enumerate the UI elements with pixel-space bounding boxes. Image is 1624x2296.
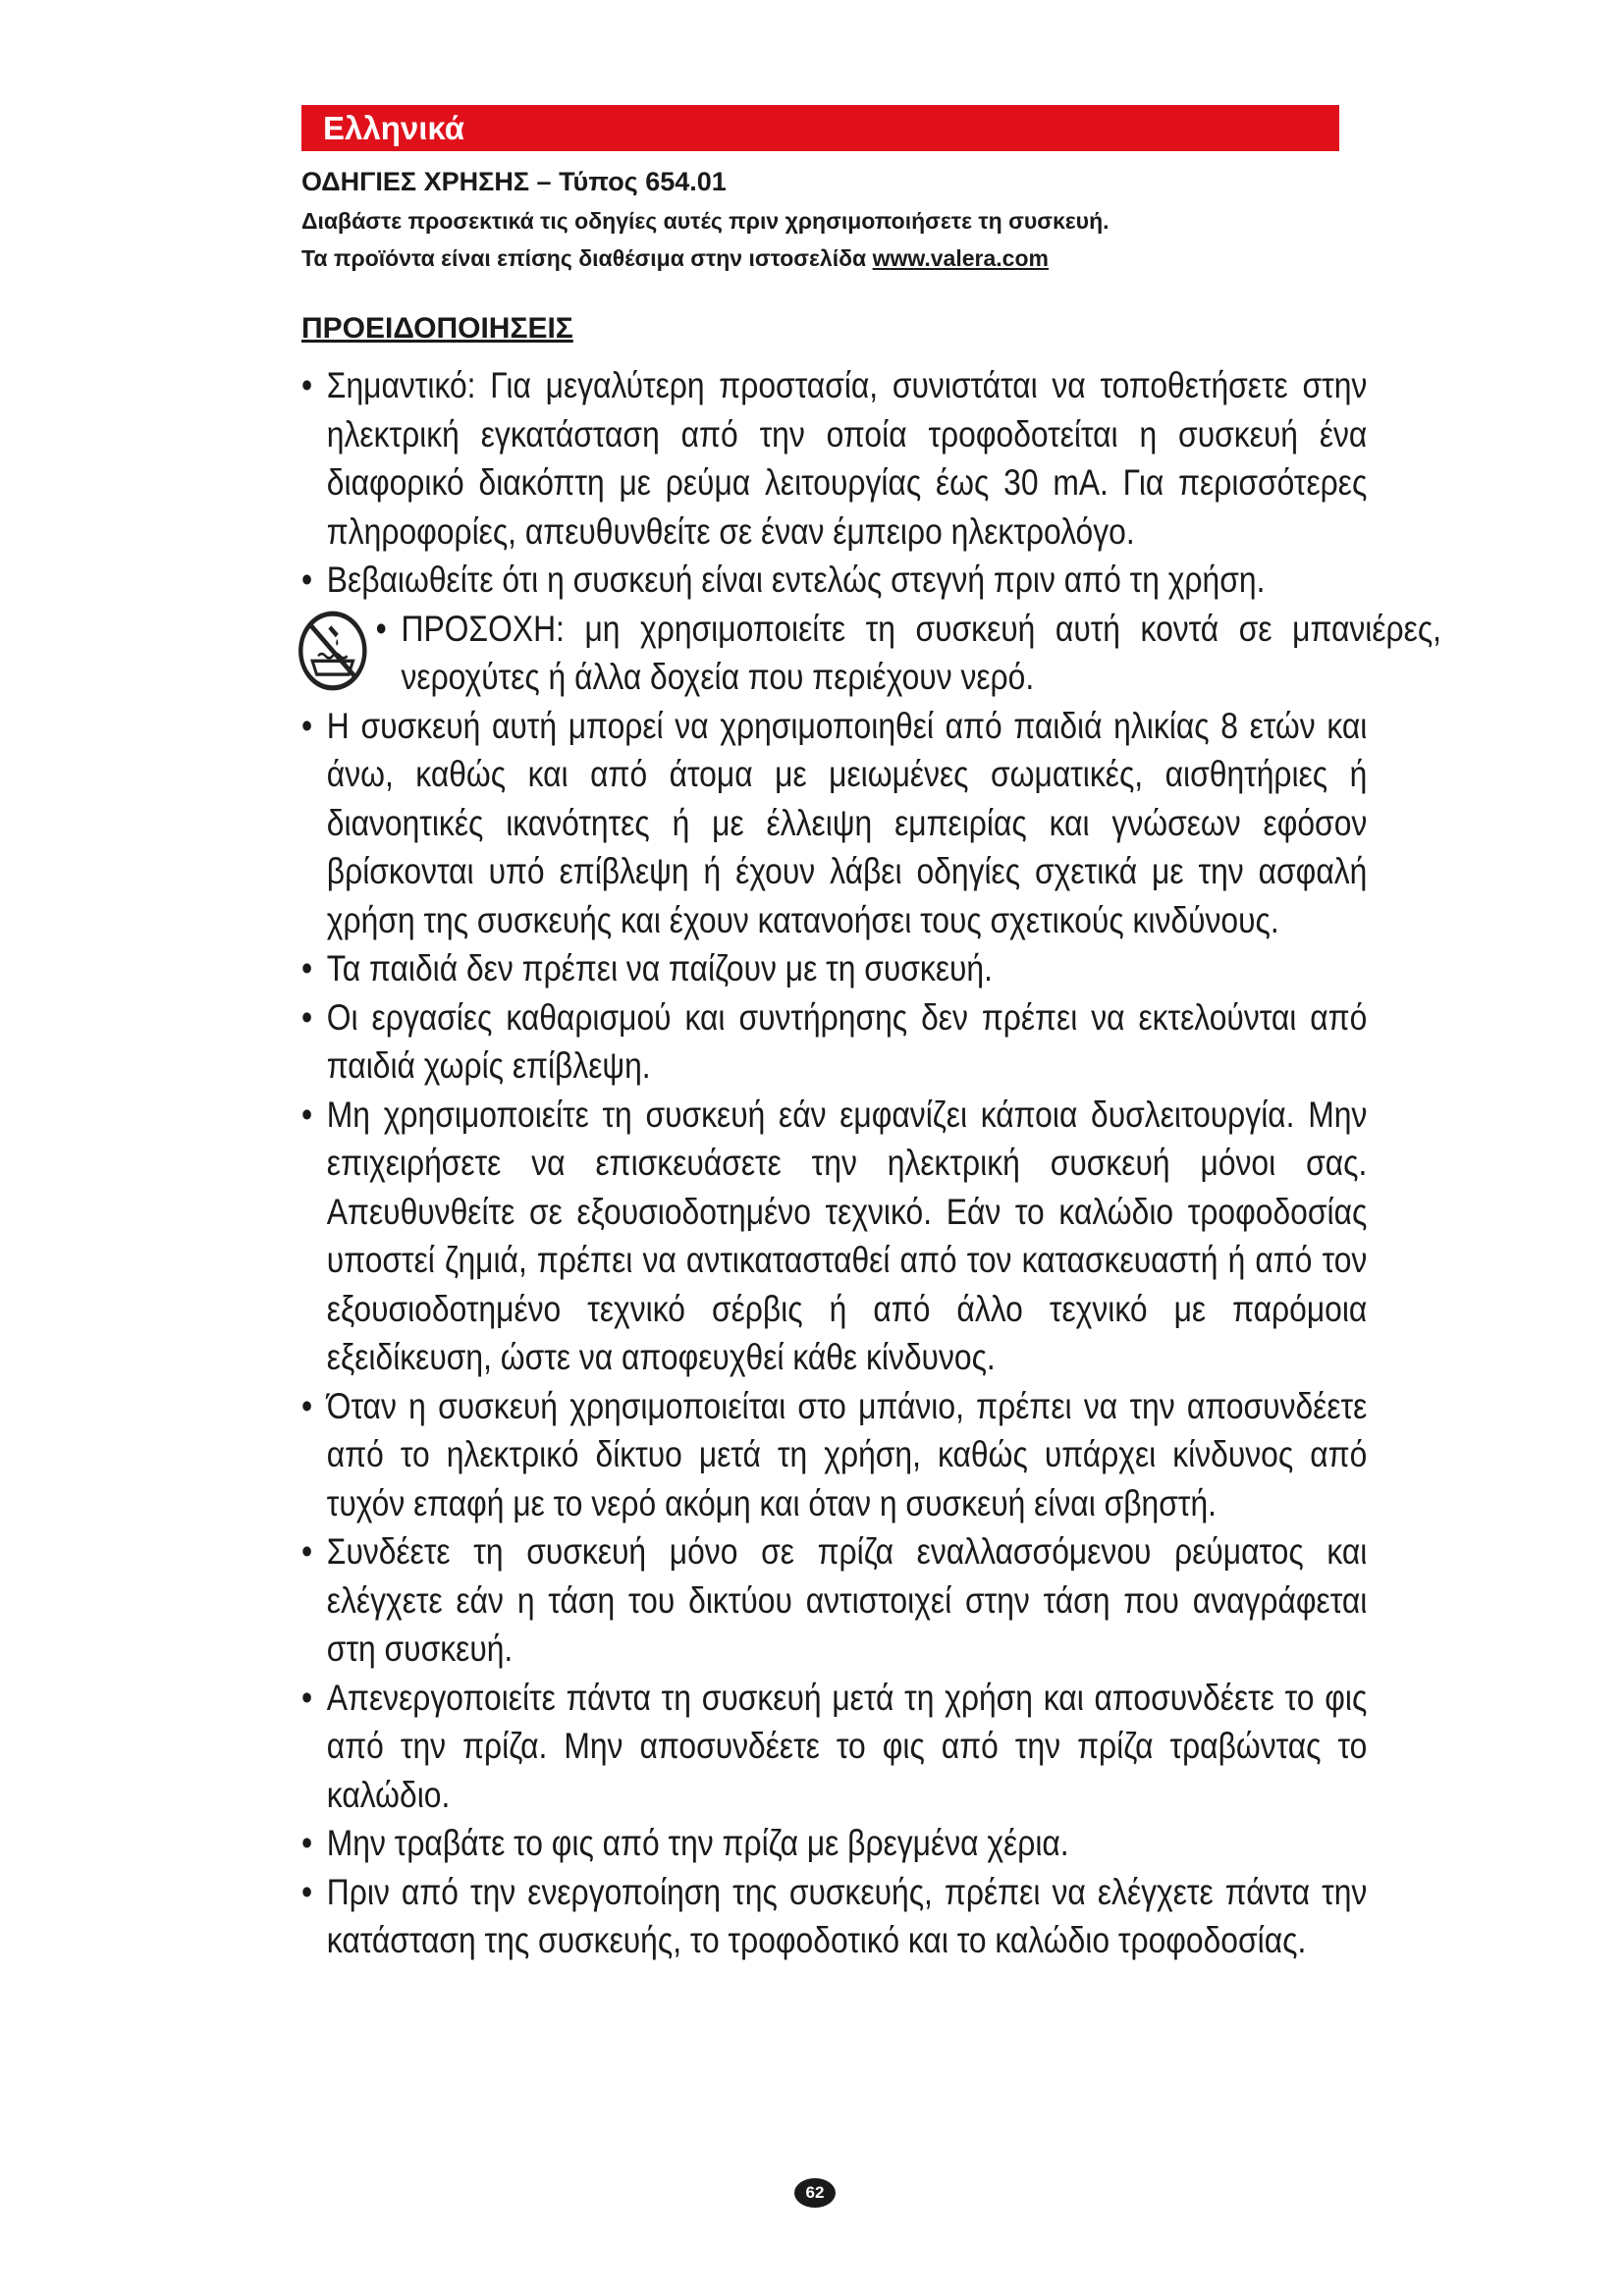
- warning-text: Πριν από την ενεργοποίηση της συσκευής, πρέπει να ελέγχετε πάντα την κατάσταση της συσκευής, το τροφοδοτικό και το καλώδιο τροφοδοσίας.: [326, 1871, 1368, 1960]
- warning-item: [301, 1527, 1367, 1674]
- warning-item-with-icon: [301, 605, 1441, 702]
- website-notice-text: Τα προϊόντα είναι επίσης διαθέσιμα στην ιστοσελίδα: [301, 245, 867, 271]
- bullet-mark: •: [301, 560, 313, 600]
- bullet-mark: •: [375, 608, 387, 649]
- warning-text: Βεβαιωθείτε ότι η συσκευή είναι εντελώς στεγνή πριν από τη χρήση.: [326, 560, 1266, 600]
- website-notice: [301, 243, 1342, 273]
- read-notice: Διαβάστε προσεκτικά τις οδηγίες αυτές πριν χρησιμοποιήσετε τη συσκευή.: [301, 208, 1110, 234]
- bullet-mark: •: [301, 705, 313, 746]
- bullet-mark: •: [301, 1871, 313, 1912]
- bullet-mark: •: [301, 1823, 313, 1863]
- page-number: 62: [794, 2178, 836, 2208]
- warning-item: [301, 993, 1367, 1091]
- language-header-bar: [301, 105, 1339, 151]
- warning-text: Μην τραβάτε το φις από την πρίζα με βρεγμένα χέρια.: [326, 1823, 1069, 1863]
- warning-item: [301, 1674, 1367, 1820]
- warning-text: Η συσκευή αυτή μπορεί να χρησιμοποιηθεί από παιδιά ηλικίας 8 ετών και άνω, καθώς και από άτομα με μειωμένες σωματικές, αισθητήριες ή διανοητικές ικανότητες ή με έλλειψη εμπειρίας και γνώσεων εφόσον βρίσκονται υπό επίβλεψη ή έχουν λάβει οδηγίες σχετικά με την ασφαλή χρήση της συσκευής και έχουν κατανοήσει τους σχετικούς κινδύνους.: [326, 705, 1368, 940]
- no-water-icon: [297, 609, 369, 693]
- language-label: Ελληνικά: [323, 110, 464, 146]
- bullet-mark: •: [301, 948, 313, 988]
- warning-text: Τα παιδιά δεν πρέπει να παίζουν με τη συσκευή.: [326, 948, 993, 988]
- bullet-mark: •: [301, 1385, 313, 1426]
- warning-item: [301, 944, 1367, 993]
- warning-item: [301, 1091, 1367, 1382]
- warning-text: Σημαντικό: Για μεγαλύτερη προστασία, συνιστάται να τοποθετήσετε στην ηλεκτρική εγκατάσταση από την οποία τροφοδοτείται η συσκευή ένα διαφορικό διακόπτη με ρεύμα λειτουργίας έως 30 mA. Για περισσότερες πληροφορίες, απευθυνθείτε σε έναν έμπειρο ηλεκτρολόγο.: [326, 365, 1368, 552]
- section-heading: ΠΡΟΕΙΔΟΠΟΙΗΣΕΙΣ: [301, 312, 573, 345]
- warning-item: [301, 702, 1367, 945]
- warnings-list: [301, 361, 1442, 1965]
- warning-item: [301, 1819, 1367, 1868]
- bullet-mark: •: [301, 1094, 313, 1135]
- warning-item: [301, 556, 1367, 605]
- warning-text: Οι εργασίες καθαρισμού και συντήρησης δεν πρέπει να εκτελούνται από παιδιά χωρίς επίβλεψη.: [326, 996, 1368, 1086]
- warning-item: [301, 1868, 1367, 1965]
- warning-item: [301, 1382, 1367, 1528]
- bullet-mark: •: [301, 1531, 313, 1572]
- warning-item: [301, 361, 1367, 556]
- bullet-mark: •: [301, 996, 313, 1038]
- warning-text: Όταν η συσκευή χρησιμοποιείται στο μπάνιο, πρέπει να την αποσυνδέετε από το ηλεκτρικό δίκτυο μετά τη χρήση, καθώς υπάρχει κίνδυνος από τυχόν επαφή με το νερό ακόμη και όταν η συσκευή είναι σβηστή.: [326, 1385, 1368, 1523]
- warning-text: Συνδέετε τη συσκευή μόνο σε πρίζα εναλλασσόμενου ρεύματος και ελέγχετε εάν η τάση του δικτύου αντιστοιχεί στην τάση που αναγράφεται στη συσκευή.: [326, 1531, 1368, 1669]
- website-link[interactable]: www.valera.com: [872, 245, 1049, 271]
- bullet-mark: •: [301, 1677, 313, 1718]
- document-title: ΟΔΗΓΙΕΣ ΧΡΗΣΗΣ – Τύπος 654.01: [301, 167, 727, 196]
- warning-text: Μη χρησιμοποιείτε τη συσκευή εάν εμφανίζει κάποια δυσλειτουργία. Μην επιχειρήσετε να επισκευάσετε την ηλεκτρική συσκευή μόνοι σας. Απευθυνθείτε σε εξουσιοδοτημένο τεχνικό. Εάν το καλώδιο τροφοδοσίας υποστεί ζημιά, πρέπει να αντικατασταθεί από τον κατασκευαστή ή από τον εξουσιοδοτημένο τεχνικό σέρβις ή από άλλο τεχνικό με παρόμοια εξειδίκευση, ώστε να αποφευχθεί κάθε κίνδυνος.: [326, 1094, 1368, 1377]
- bullet-mark: •: [301, 365, 313, 405]
- document-header: [301, 165, 1342, 273]
- warning-text: Απενεργοποιείτε πάντα τη συσκευή μετά τη χρήση και αποσυνδέετε το φις από την πρίζα. Μην αποσυνδέετε το φις από την πρίζα τραβώντας το καλώδιο.: [326, 1677, 1368, 1815]
- warning-text: ΠΡΟΣΟΧΗ: μη χρησιμοποιείτε τη συσκευή αυτή κοντά σε μπανιέρες, νεροχύτες ή άλλα δοχεία που περιέχουν νερό.: [401, 608, 1442, 697]
